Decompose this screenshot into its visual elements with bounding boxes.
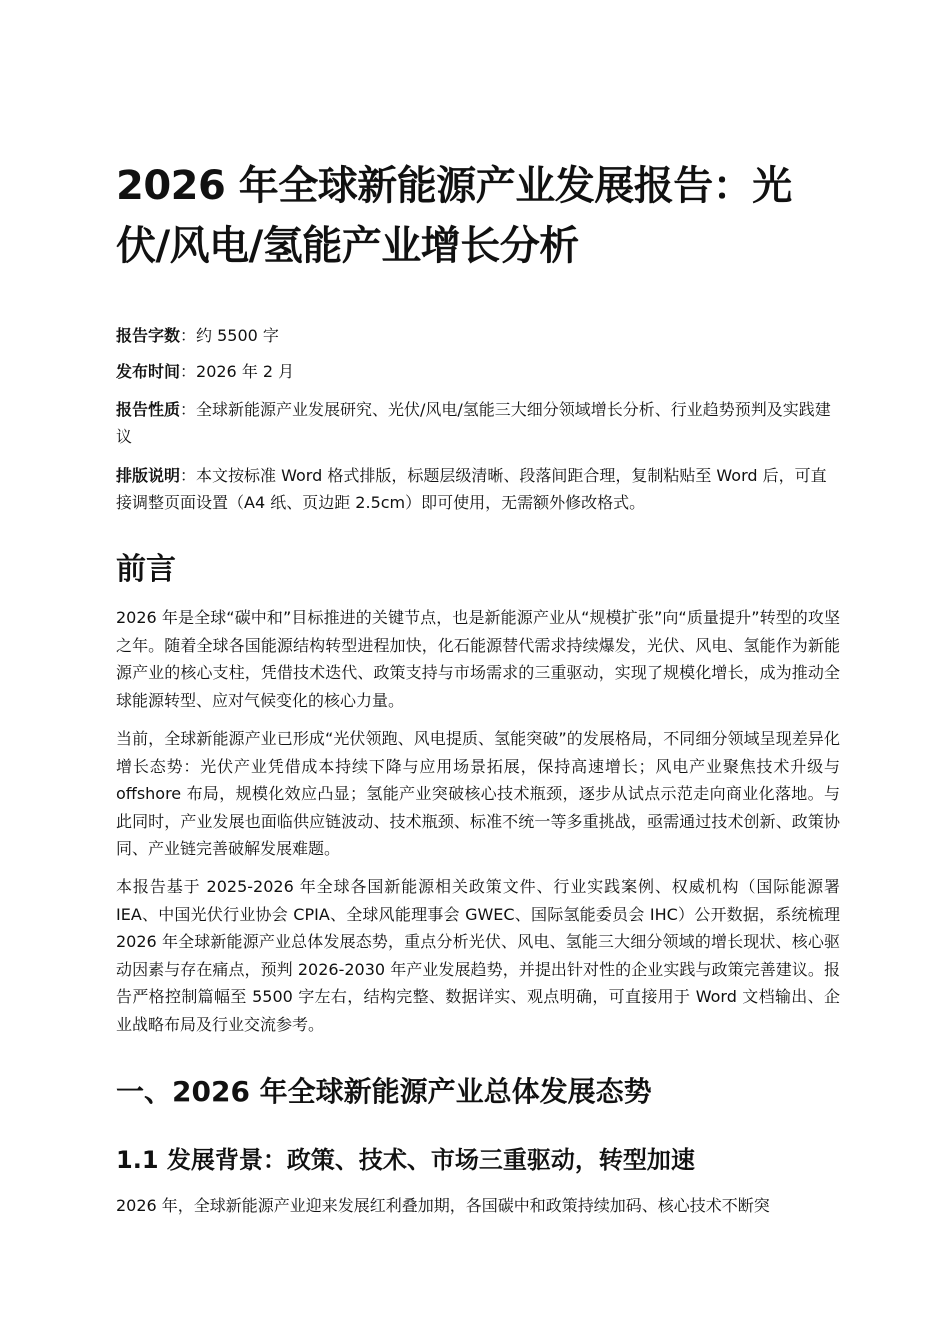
section-1-1-heading: 1.1 发展背景：政策、技术、市场三重驱动，转型加速 xyxy=(116,1146,695,1174)
meta-word-count xyxy=(116,322,840,349)
meta-key: 报告字数 xyxy=(116,326,181,345)
meta-value: ：全球新能源产业发展研究、光伏/风电/氢能三大细分领域增长分析、行业趋势预判及实践建议 xyxy=(116,400,831,446)
meta-layout-note xyxy=(116,462,840,516)
meta-key: 报告性质 xyxy=(116,400,181,419)
section-1-heading: 一、2026 年全球新能源产业总体发展态势 xyxy=(116,1075,652,1108)
preface-heading: 前言 xyxy=(116,552,176,587)
meta-key: 排版说明 xyxy=(116,466,181,485)
meta-value: ：2026 年 2 月 xyxy=(180,362,295,381)
document-title: 2026 年全球新能源产业发展报告：光伏/风电/氢能产业增长分析 xyxy=(116,163,792,269)
meta-value: ：约 5500 字 xyxy=(180,326,279,345)
meta-value: ：本文按标准 Word 格式排版，标题层级清晰、段落间距合理，复制粘贴至 Word 后，可直接调整页面设置（A4 纸、页边距 2.5cm）即可使用，无需额外修改格式。 xyxy=(116,466,827,512)
preface-paragraph-2: 当前，全球新能源产业已形成“光伏领跑、风电提质、氢能突破”的发展格局，不同细分领域呈现差异化增长态势：光伏产业凭借成本持续下降与应用场景拓展，保持高速增长；风电产业聚焦技术升级与 offshore 布局，规模化效应凸显；氢能产业突破核心技术瓶颈，逐步从试点示范走向商业化落地。与此同时，产业发展也面临供应链波动、技术瓶颈、标准不统一等多重挑战，亟需通过技术创新、政策协同、产业链完善破解发展难题。 xyxy=(116,729,840,858)
preface-paragraph-1: 2026 年是全球“碳中和”目标推进的关键节点，也是新能源产业从“规模扩张”向“质量提升”转型的攻坚之年。随着全球各国能源结构转型进程加快，化石能源替代需求持续爆发，光伏、风电、氢能作为新能源产业的核心支柱，凭借技术迭代、政策支持与市场需求的三重驱动，实现了规模化增长，成为推动全球能源转型、应对气候变化的核心力量。 xyxy=(116,608,840,710)
preface-paragraph-3: 本报告基于 2025-2026 年全球各国新能源相关政策文件、行业实践案例、权威机构（国际能源署 IEA、中国光伏行业协会 CPIA、全球风能理事会 GWEC、国际氢能委员会 IHC）公开数据，系统梳理 2026 年全球新能源产业总体发展态势，重点分析光伏、风电、氢能三大细分领域的增长现状、核心驱动因素与存在痛点，预判 2026-2030 年产业发展趋势，并提出针对性的企业实践与政策完善建议。报告严格控制篇幅至 5500 字左右，结构完整、数据详实、观点明确，可直接用于 Word 文档输出、企业战略布局及行业交流参考。 xyxy=(116,877,840,1034)
section-1-1-paragraph: 2026 年，全球新能源产业迎来发展红利叠加期，各国碳中和政策持续加码、核心技术不断突 xyxy=(116,1196,770,1215)
meta-key: 发布时间 xyxy=(116,362,181,381)
meta-publish-date xyxy=(116,358,840,385)
meta-report-nature xyxy=(116,396,840,450)
